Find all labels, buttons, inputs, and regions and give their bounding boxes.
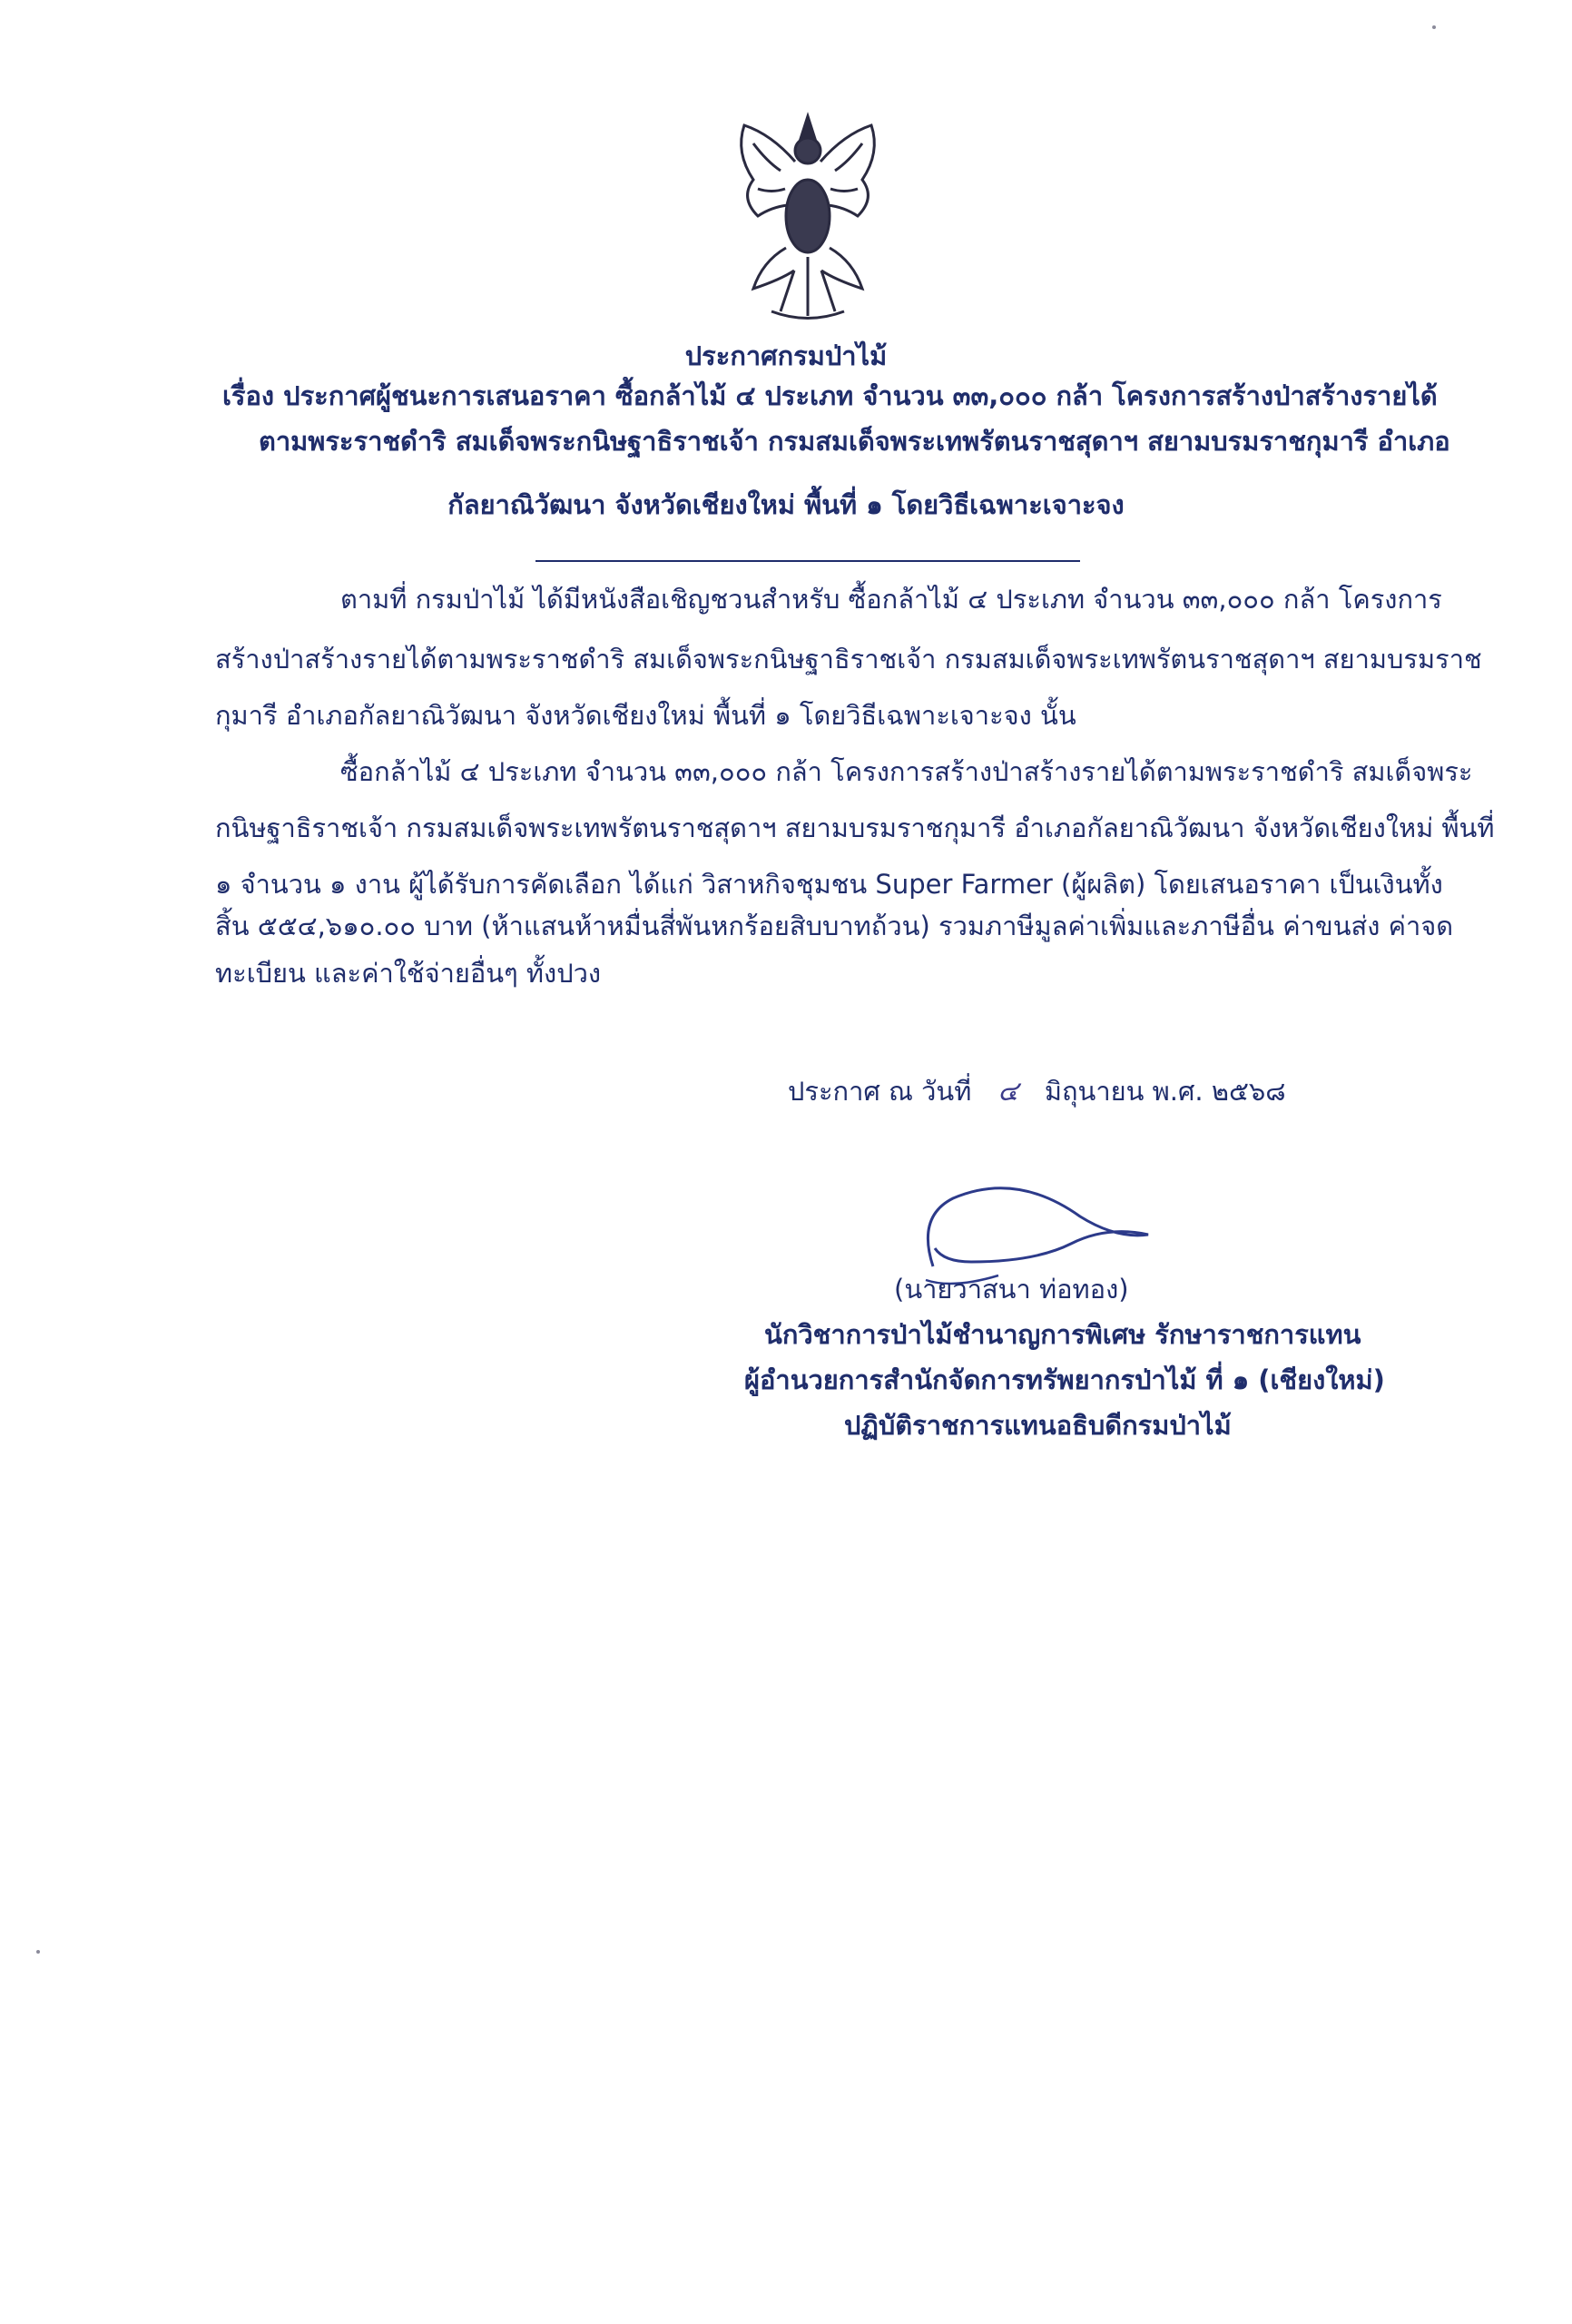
signatory-position-1: นักวิชาการป่าไม้ชำนาญการพิเศษ รักษาราชการแทน (764, 1319, 1361, 1350)
scan-speck (1432, 25, 1436, 29)
document-title: ประกาศกรมป่าไม้ (684, 340, 888, 371)
paragraph-2-line-4: สิ้น ๕๕๔,๖๑๐.๐๐ บาท (ห้าแสนห้าหมื่นสี่พันหกร้อยสิบบาทถ้วน) รวมภาษีมูลค่าเพิ่มและภาษีอื่น ค่าขนส่ง ค่าจด (215, 911, 1454, 941)
paragraph-2-line-2: กนิษฐาธิราชเจ้า กรมสมเด็จพระเทพรัตนราชสุดาฯ สยามบรมราชกุมารี อำเภอกัลยาณิวัฒนา จังหวัดเชียงใหม่ พื้นที่ (215, 812, 1495, 843)
paragraph-2-line-3: ๑ จำนวน ๑ งาน ผู้ได้รับการคัดเลือก ได้แก่ วิสาหกิจชุมชน Super Farmer (ผู้ผลิต) โดยเสนอราคา เป็นเงินทั้ง (215, 869, 1443, 900)
paragraph-2-line-1: ซื้อกล้าไม้ ๔ ประเภท จำนวน ๓๓,๐๐๐ กล้า โครงการสร้างป่าสร้างรายได้ตามพระราชดำริ สมเด็จพระ (340, 756, 1473, 787)
paragraph-1-line-2: สร้างป่าสร้างรายได้ตามพระราชดำริ สมเด็จพระกนิษฐาธิราชเจ้า กรมสมเด็จพระเทพรัตนราชสุดาฯ สยามบรมราช (215, 644, 1482, 675)
garuda-emblem-icon (717, 98, 899, 325)
date-prefix: ประกาศ ณ วันที่ (788, 1076, 972, 1107)
paragraph-2-line-5: ทะเบียน และค่าใช้จ่ายอื่นๆ ทั้งปวง (215, 958, 602, 989)
paragraph-1-line-1: ตามที่ กรมป่าไม้ ได้มีหนังสือเชิญชวนสำหรับ ซื้อกล้าไม้ ๔ ประเภท จำนวน ๓๓,๐๐๐ กล้า โครงการ (340, 584, 1442, 615)
signatory-name: (นายวาสนา ท่อทอง) (894, 1274, 1129, 1305)
subject-line-3: กัลยาณิวัฒนา จังหวัดเชียงใหม่ พื้นที่ ๑ โดยวิธีเฉพาะเจาะจง (447, 489, 1125, 520)
header-divider (535, 560, 1080, 562)
signatory-position-2: ผู้อำนวยการสำนักจัดการทรัพยากรป่าไม้ ที่ ๑ (เชียงใหม่) (744, 1364, 1385, 1395)
date-day-handwritten: ๔ (997, 1076, 1018, 1108)
scan-speck (36, 1950, 40, 1954)
signatory-position-3: ปฏิบัติราชการแทนอธิบดีกรมป่าไม้ (844, 1410, 1232, 1441)
subject-line-2: ตามพระราชดำริ สมเด็จพระกนิษฐาธิราชเจ้า กรมสมเด็จพระเทพรัตนราชสุดาฯ สยามบรมราชกุมารี อำเภอ (259, 426, 1450, 457)
announcement-date (788, 1073, 1286, 1110)
paragraph-1-line-3: กุมารี อำเภอกัลยาณิวัฒนา จังหวัดเชียงใหม่ พื้นที่ ๑ โดยวิธีเฉพาะเจาะจง นั้น (215, 700, 1076, 731)
subject-line-1: เรื่อง ประกาศผู้ชนะการเสนอราคา ซื้อกล้าไม้ ๔ ประเภท จำนวน ๓๓,๐๐๐ กล้า โครงการสร้างป่าสร้างรายได้ (222, 380, 1438, 411)
date-suffix: มิถุนายน พ.ศ. ๒๕๖๘ (1044, 1076, 1286, 1107)
